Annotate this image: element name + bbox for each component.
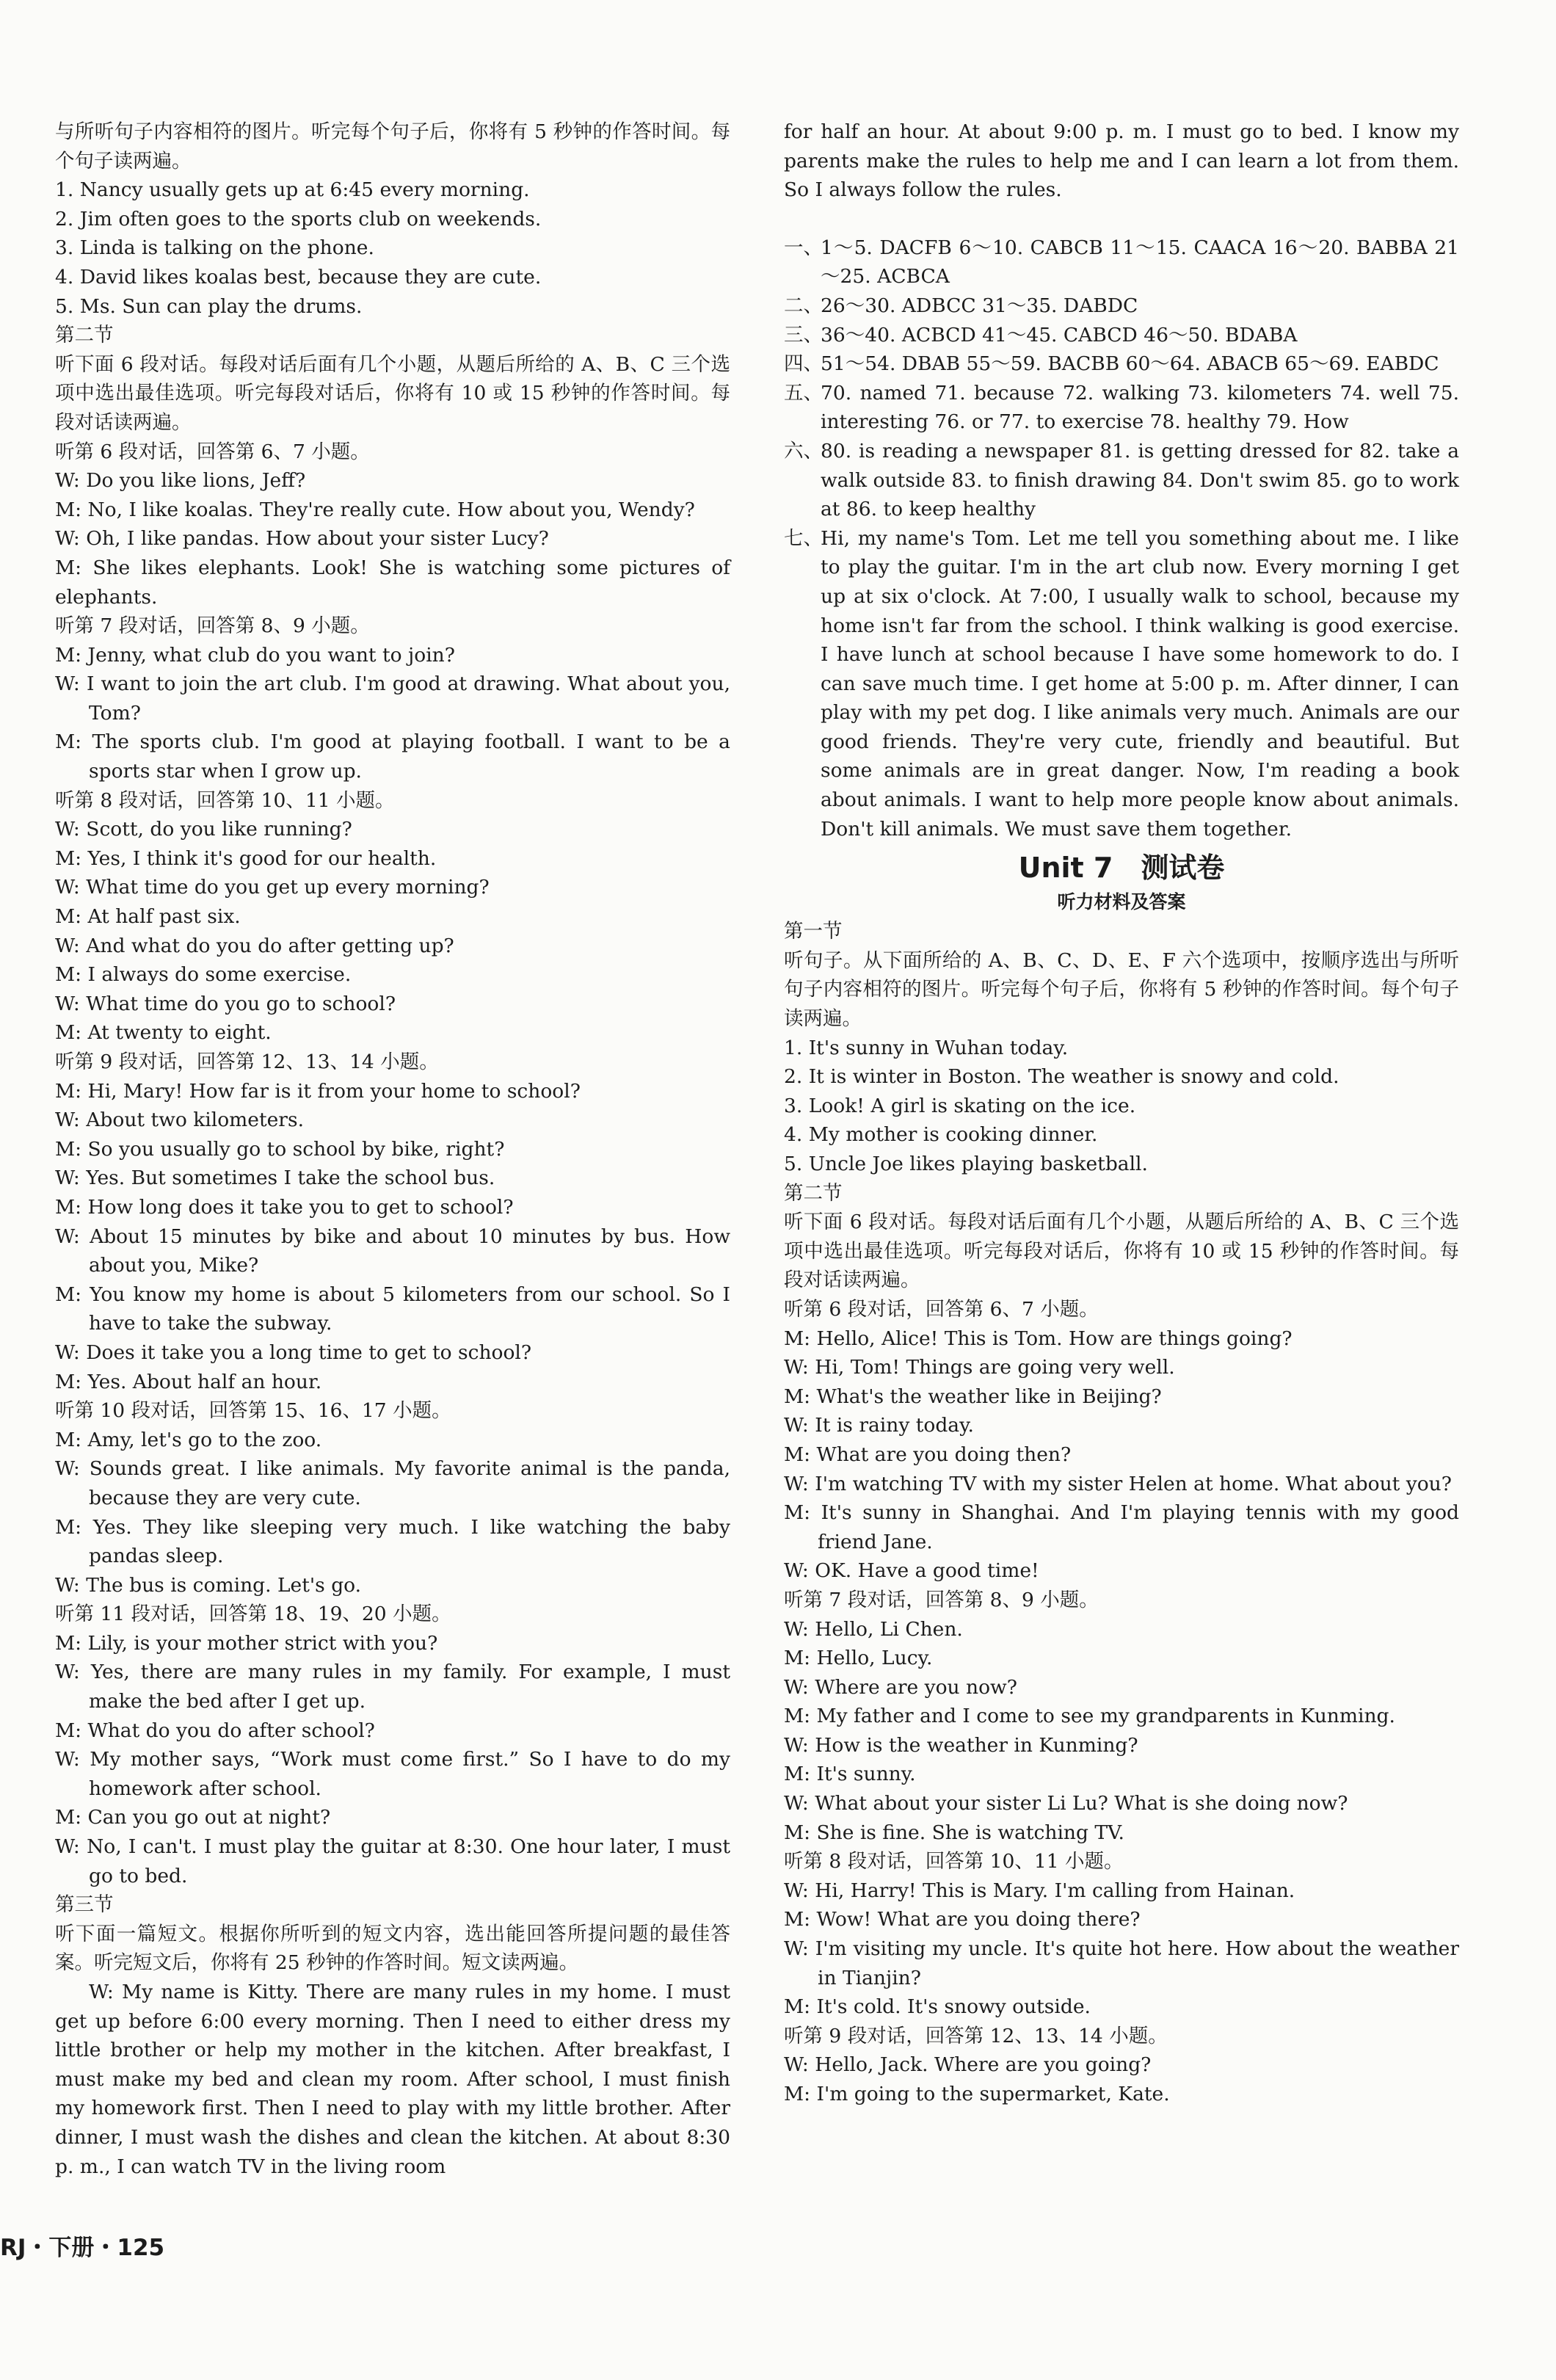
- text-line: 听下面一篇短文。根据你所听到的短文内容，选出能回答所提问题的最佳答案。听完短文后，你将有 25 秒钟的作答时间。短文读两遍。: [55, 1922, 730, 1975]
- text-line: W: What time do you go to school?: [55, 992, 396, 1015]
- text-line: 听第 7 段对话，回答第 8、9 小题。: [784, 1588, 1099, 1611]
- answer-text: 51～54. DBAB 55～59. BACBB 60～64. ABACB 65～69. EABDC: [821, 352, 1439, 376]
- answer-item: [784, 437, 1459, 524]
- answer-item: [784, 291, 1459, 321]
- text-line: M: It's sunny in Shanghai. And I'm playing tennis with my good friend Jane.: [784, 1501, 1459, 1553]
- text-line: W: OK. Have a good time!: [784, 1559, 1039, 1583]
- answer-section-number: 六、: [784, 439, 823, 462]
- unit7-listening-script: [784, 917, 1459, 2108]
- answer-text: Hi, my name's Tom. Let me tell you something about me. I like to play the guitar. I'm in the art club now. Every morning I get up at six o'clock. At 7:00, I usually walk to school, because my home isn't far from the school. I think walking is good exercise. I have lunch at school because I have some homework to do. I can save much time. I get home at 5:00 p. m. After dinner, I can play with my pet dog. I like animals very much. Animals are our good friends. They're very cute, friendly and beautiful. But some animals are in great danger. Now, I'm reading a book about animals. I want to help more people know about animals. Don't kill animals. We must save them together.: [821, 526, 1459, 841]
- text-line: 与所听句子内容相符的图片。听完每个句子后，你将有 5 秒钟的作答时间。每个句子读两遍。: [55, 120, 730, 173]
- answer-section-number: 五、: [784, 381, 823, 404]
- text-line: 第一节: [784, 920, 843, 943]
- text-line: 5. Ms. Sun can play the drums.: [55, 294, 363, 318]
- text-line: 第三节: [55, 1893, 114, 1917]
- text-line: 听第 7 段对话，回答第 8、9 小题。: [55, 614, 370, 638]
- text-line: 听下面 6 段对话。每段对话后面有几个小题，从题后所给的 A、B、C 三个选项中选出最佳选项。听完每段对话后，你将有 10 或 15 秒钟的作答时间。每段对话读两遍。: [784, 1211, 1459, 1292]
- text-line: M: Hello, Lucy.: [784, 1647, 933, 1670]
- text-line: M: I always do some exercise.: [55, 963, 352, 987]
- answer-text: 26～30. ADBCC 31～35. DABDC: [821, 294, 1138, 317]
- text-line: W: Where are you now?: [784, 1675, 1017, 1699]
- text-line: 2. Jim often goes to the sports club on weekends.: [55, 207, 542, 231]
- text-line: M: Lily, is your mother strict with you?: [55, 1631, 438, 1655]
- text-line: 听第 11 段对话，回答第 18、19、20 小题。: [55, 1603, 451, 1626]
- text-line: M: It's sunny.: [784, 1763, 916, 1786]
- text-line: W: Hi, Harry! This is Mary. I'm calling from Hainan.: [784, 1879, 1295, 1902]
- answer-item: [784, 524, 1459, 844]
- unit-subtitle: 听力材料及答案: [1057, 891, 1186, 913]
- text-line: M: How long does it take you to get to school?: [55, 1195, 514, 1219]
- text-line: 第二节: [784, 1181, 843, 1205]
- text-line: 听第 8 段对话，回答第 10、11 小题。: [784, 1850, 1124, 1873]
- answer-text: 70. named 71. because 72. walking 73. kilometers 74. well 75. interesting 76. or 77. to exercise 78. healthy 79. How: [821, 381, 1459, 434]
- text-line: M: So you usually go to school by bike, right?: [55, 1137, 505, 1161]
- text-line: 听第 9 段对话，回答第 12、13、14 小题。: [784, 2024, 1168, 2047]
- text-line: M: Yes, I think it's good for our health.: [55, 846, 437, 870]
- text-line: 1. Nancy usually gets up at 6:45 every morning.: [55, 178, 530, 202]
- text-line: W: What time do you get up every morning?: [55, 876, 490, 899]
- answer-text: 36～40. ACBCD 41～45. CABCD 46～50. BDABA: [821, 323, 1298, 347]
- text-line: W: Yes. But sometimes I take the school bus.: [55, 1167, 495, 1190]
- answer-section-number: 二、: [784, 294, 823, 317]
- text-line: W: Oh, I like pandas. How about your sister Lucy?: [55, 527, 549, 551]
- text-line: 4. My mother is cooking dinner.: [784, 1123, 1098, 1147]
- answer-passage-end: [784, 117, 1459, 205]
- text-line: M: Hi, Mary! How far is it from your home to school?: [55, 1079, 581, 1103]
- text-line: W: Does it take you a long time to get to school?: [55, 1340, 532, 1364]
- text-line: 听下面 6 段对话。每段对话后面有几个小题，从题后所给的 A、B、C 三个选项中选出最佳选项。听完每段对话后，你将有 10 或 15 秒钟的作答时间。每段对话读两遍。: [55, 352, 730, 434]
- text-line: 3. Linda is talking on the phone.: [55, 236, 374, 260]
- text-line: M: Amy, let's go to the zoo.: [55, 1428, 322, 1451]
- text-line: M: The sports club. I'm good at playing football. I want to be a sports star when I grow up.: [55, 730, 730, 783]
- text-line: M: Jenny, what club do you want to join?: [55, 643, 455, 667]
- text-line: 第二节: [55, 324, 114, 347]
- text-line: M: She likes elephants. Look! She is watching some pictures of elephants.: [55, 556, 730, 609]
- text-line: W: My mother says, “Work must come first.” So I have to do my homework after school.: [55, 1748, 730, 1800]
- text-line: M: Wow! What are you doing there?: [784, 1908, 1141, 1931]
- unit-title: Unit 7 测试卷: [1018, 852, 1225, 885]
- text-line: M: It's cold. It's snowy outside.: [784, 1995, 1091, 2019]
- answer-key: [784, 233, 1459, 843]
- answer-item: [784, 379, 1459, 437]
- text-line: M: Can you go out at night?: [55, 1806, 331, 1829]
- text-line: W: No, I can't. I must play the guitar at 8:30. One hour later, I must go to bed.: [55, 1835, 730, 1887]
- text-line: M: At twenty to eight.: [55, 1021, 272, 1045]
- text-line: 2. It is winter in Boston. The weather is snowy and cold.: [784, 1065, 1339, 1089]
- text-line: 5. Uncle Joe likes playing basketball.: [784, 1153, 1148, 1175]
- text-line: for half an hour. At about 9:00 p. m. I must go to bed. I know my parents make the rules to help me and I can learn a lot from them. So I always follow the rules.: [784, 120, 1459, 202]
- text-line: W: How is the weather in Kunming?: [784, 1733, 1138, 1757]
- text-line: 听第 6 段对话，回答第 6、7 小题。: [784, 1297, 1099, 1321]
- text-line: W: I'm watching TV with my sister Helen at home. What about you?: [784, 1472, 1452, 1495]
- text-line: W: The bus is coming. Let's go.: [55, 1573, 362, 1597]
- spacer: [784, 205, 1459, 233]
- text-line: 听第 8 段对话，回答第 10、11 小题。: [55, 788, 395, 812]
- text-line: W: And what do you do after getting up?: [55, 934, 454, 957]
- text-line: M: You know my home is about 5 kilometers from our school. So I have to take the subway.: [55, 1282, 730, 1335]
- text-line: W: About 15 minutes by bike and about 10 minutes by bus. How about you, Mike?: [55, 1225, 730, 1277]
- text-line: M: What's the weather like in Beijing?: [784, 1385, 1162, 1408]
- text-line: W: Hello, Jack. Where are you going?: [784, 2053, 1152, 2077]
- text-line: 听第 10 段对话，回答第 15、16、17 小题。: [55, 1399, 451, 1423]
- text-line: M: No, I like koalas. They're really cute. How about you, Wendy?: [55, 498, 695, 521]
- text-line: W: Yes, there are many rules in my family. For example, I must make the bed after I get up.: [55, 1661, 730, 1713]
- answer-item: [784, 321, 1459, 350]
- answer-item: [784, 233, 1459, 291]
- text-line: M: At half past six.: [55, 905, 241, 929]
- answer-section-number: 三、: [784, 323, 823, 347]
- text-line: W: My name is Kitty. There are many rules in my home. I must get up before 6:00 every morning. Then I need to either dress my little brother or help my mother in the kitchen. After breakfast, I must make my bed and clean my room. After school, I must finish my homework first. Then I need to play with my little brother. After dinner, I must wash the dishes and clean the kitchen. At about 8:30 p. m., I can watch TV in the living room: [55, 1981, 730, 2178]
- text-line: M: My father and I come to see my grandparents in Kunming.: [784, 1705, 1395, 1728]
- text-line: M: Yes. They like sleeping very much. I like watching the baby pandas sleep.: [55, 1515, 730, 1568]
- text-line: M: Hello, Alice! This is Tom. How are things going?: [784, 1327, 1293, 1350]
- text-line: W: Sounds great. I like animals. My favorite animal is the panda, because they are very cute.: [55, 1457, 730, 1509]
- text-line: M: I'm going to the supermarket, Kate.: [784, 2083, 1170, 2105]
- text-line: 听第 6 段对话，回答第 6、7 小题。: [55, 440, 370, 463]
- text-line: 4. David likes koalas best, because they are cute.: [55, 265, 542, 289]
- text-line: M: What are you doing then?: [784, 1443, 1072, 1466]
- right-column: [784, 117, 1459, 2109]
- text-line: W: I want to join the art club. I'm good at drawing. What about you, Tom?: [55, 672, 730, 725]
- text-line: W: Scott, do you like running?: [55, 818, 352, 841]
- text-line: 1. It's sunny in Wuhan today.: [784, 1036, 1069, 1059]
- answer-section-number: 一、: [784, 236, 823, 259]
- answer-text: 1～5. DACFB 6～10. CABCB 11～15. CAACA 16～20. BABBA 21～25. ACBCA: [821, 236, 1459, 289]
- text-line: W: Hi, Tom! Things are going very well.: [784, 1356, 1175, 1379]
- text-line: 听句子。从下面所给的 A、B、C、D、E、F 六个选项中，按顺序选出与所听句子内容相符的图片。听完每个句子后，你将有 5 秒钟的作答时间。每个句子读两遍。: [784, 948, 1459, 1031]
- text-line: M: What do you do after school?: [55, 1719, 375, 1742]
- text-line: 3. Look! A girl is skating on the ice.: [784, 1094, 1136, 1117]
- text-line: W: Do you like lions, Jeff?: [55, 469, 306, 493]
- text-line: M: Yes. About half an hour.: [55, 1370, 322, 1393]
- text-line: W: About two kilometers.: [55, 1109, 304, 1132]
- text-line: 听第 9 段对话，回答第 12、13、14 小题。: [55, 1051, 439, 1073]
- answer-section-number: 四、: [784, 352, 823, 376]
- text-line: W: I'm visiting my uncle. It's quite hot here. How about the weather in Tianjin?: [784, 1937, 1459, 1989]
- answer-item: [784, 349, 1459, 379]
- text-line: W: What about your sister Li Lu? What is she doing now?: [784, 1792, 1348, 1815]
- left-column: [55, 117, 730, 2181]
- text-line: M: She is fine. She is watching TV.: [784, 1821, 1124, 1844]
- answer-section-number: 七、: [784, 526, 823, 550]
- text-line: W: It is rainy today.: [784, 1414, 974, 1437]
- text-line: W: Hello, Li Chen.: [784, 1617, 963, 1641]
- page-footer: RJ・下册・125: [0, 2235, 165, 2261]
- answer-text: 80. is reading a newspaper 81. is getting dressed for 82. take a walk outside 83. to finish drawing 84. Don't swim 85. go to work at 86. to keep healthy: [821, 439, 1459, 521]
